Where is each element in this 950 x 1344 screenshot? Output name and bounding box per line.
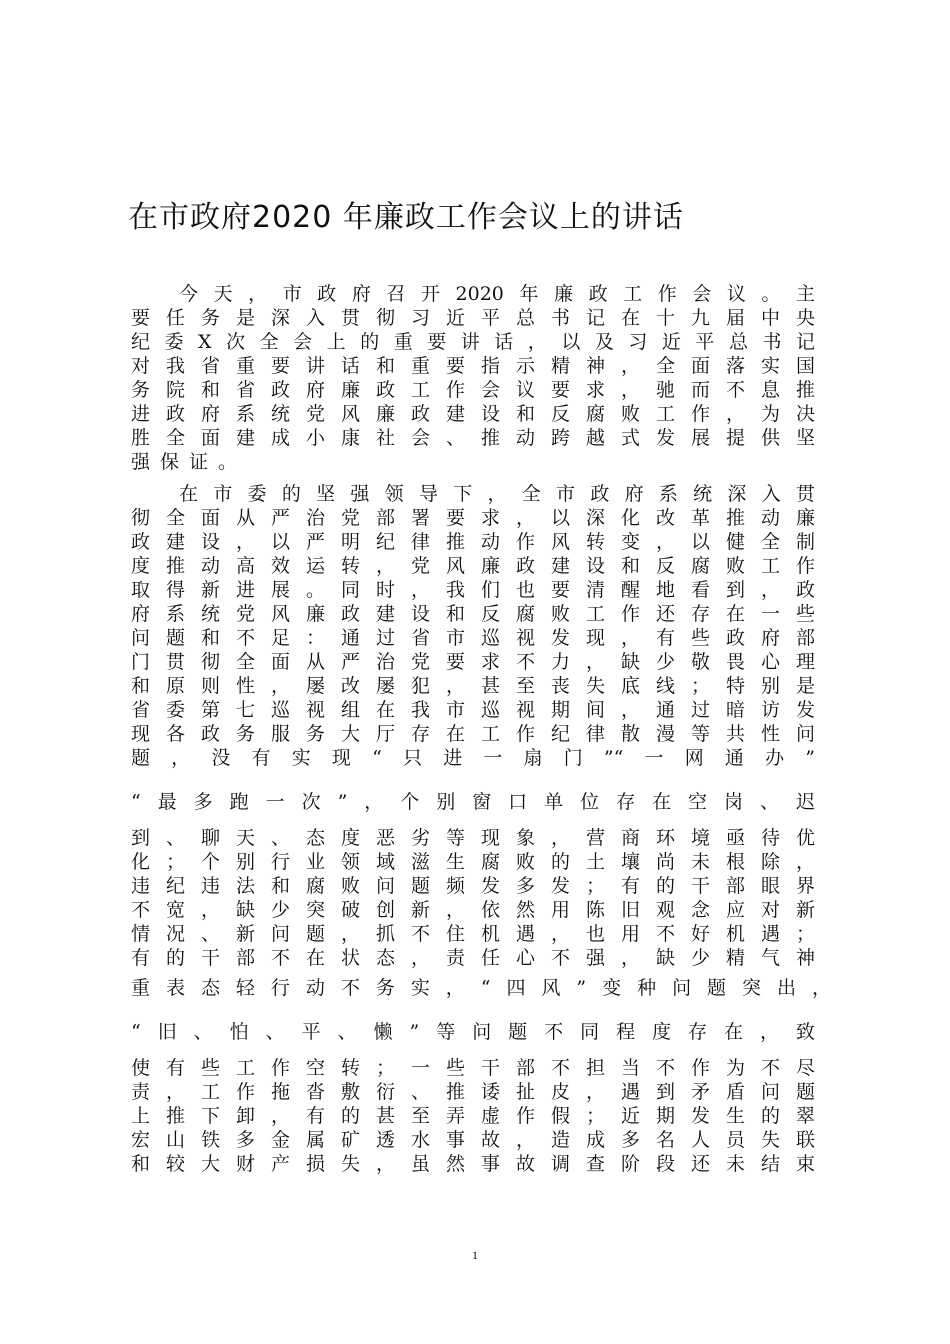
document-title: 在市政府2020 年廉政工作会议上的讲话 <box>128 200 684 235</box>
paragraph-1-line: 强保证。 <box>131 451 248 473</box>
paragraph-2-line: 化；个别行业领域滋生腐败的土壤尚未根除， <box>131 851 815 873</box>
paragraph-2-line: 重表态轻行动不务实，“四风”变种问题突出， <box>131 977 831 999</box>
paragraph-2-line: 有的干部不在状态，责任心不强，缺少精气神 <box>131 947 815 969</box>
paragraph-2-line: “最多跑一次”，个别窗口单位存在空岗、迟 <box>131 791 815 813</box>
paragraph-1-line: 今天，市政府召开2020年廉政工作会议。主 <box>179 283 815 305</box>
paragraph-1-line: 纪委X次全会上的重要讲话，以及习近平总书记 <box>131 331 815 353</box>
paragraph-1-line: 进政府系统党风廉政建设和反腐败工作，为决 <box>131 403 815 425</box>
paragraph-2-line: 不宽，缺少突破创新，依然用陈旧观念应对新 <box>131 899 815 921</box>
paragraph-2-line: 取得新进展。同时，我们也要清醒地看到，政 <box>131 579 815 601</box>
paragraph-2-line: 和较大财产损失，虽然事故调查阶段还未结束 <box>131 1153 815 1175</box>
paragraph-2-line: 现各政务服务大厅存在工作纪律散漫等共性问 <box>131 723 815 745</box>
paragraph-2-line: 府系统党风廉政建设和反腐败工作还存在一些 <box>131 603 815 625</box>
paragraph-2-line: 度推动高效运转，党风廉政建设和反腐败工作 <box>131 555 815 577</box>
paragraph-2-line: 问题和不足：通过省市巡视发现，有些政府部 <box>131 627 815 649</box>
paragraph-2-line: 到、聊天、态度恶劣等现象，营商环境亟待优 <box>131 827 815 849</box>
paragraph-2-line: 上推下卸，有的甚至弄虚作假；近期发生的翠 <box>131 1105 815 1127</box>
paragraph-2-line: 宏山铁多金属矿透水事故，造成多名人员失联 <box>131 1129 815 1151</box>
paragraph-2-line: 门贯彻全面从严治党要求不力，缺少敬畏心理 <box>131 651 815 673</box>
paragraph-2-line: 在市委的坚强领导下，全市政府系统深入贯 <box>179 483 815 505</box>
paragraph-2-line: 题，没有实现“只进一扇门”“一网通办” <box>131 747 815 769</box>
paragraph-2-line: 省委第七巡视组在我市巡视期间，通过暗访发 <box>131 699 815 721</box>
paragraph-1-line: 对我省重要讲话和重要指示精神，全面落实国 <box>131 355 815 377</box>
paragraph-2-line: “旧、怕、平、懒”等问题不同程度存在，致 <box>131 1021 815 1043</box>
paragraph-2-line: 情况、新问题，抓不住机遇，也用不好机遇； <box>131 923 815 945</box>
paragraph-2-line: 责，工作拖沓敷衍、推诿扯皮，遇到矛盾问题 <box>131 1081 815 1103</box>
page-number: 1 <box>472 1248 478 1262</box>
paragraph-2-line: 使有些工作空转；一些干部不担当不作为不尽 <box>131 1057 815 1079</box>
paragraph-1-line: 务院和省政府廉政工作会议要求，驰而不息推 <box>131 379 815 401</box>
paragraph-2-line: 违纪违法和腐败问题频发多发；有的干部眼界 <box>131 875 815 897</box>
paragraph-2-line: 和原则性，屡改屡犯，甚至丧失底线；特别是 <box>131 675 815 697</box>
paragraph-2-line: 彻全面从严治党部署要求，以深化改革推动廉 <box>131 507 815 529</box>
paragraph-1-line: 胜全面建成小康社会、推动跨越式发展提供坚 <box>131 427 815 449</box>
paragraph-2-line: 政建设，以严明纪律推动作风转变，以健全制 <box>131 531 815 553</box>
paragraph-1-line: 要任务是深入贯彻习近平总书记在十九届中央 <box>131 307 815 329</box>
